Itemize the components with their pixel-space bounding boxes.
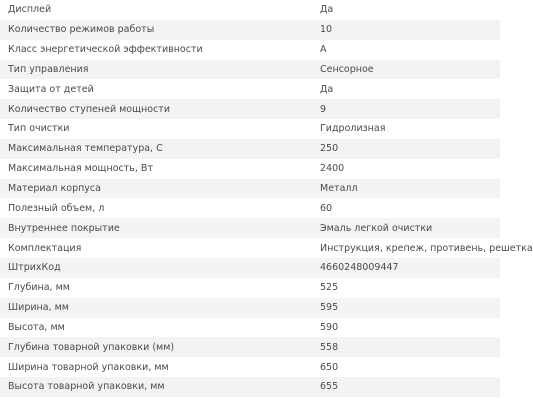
spec-row <box>0 258 500 278</box>
spec-name: ШтрихКод <box>0 258 318 278</box>
spec-name: Материал корпуса <box>0 179 318 199</box>
spec-value: Инструкция, крепеж, противень, решетка <box>320 242 533 254</box>
spec-name: Количество ступеней мощности <box>0 99 318 119</box>
spec-value: 60 <box>320 202 333 214</box>
spec-row <box>0 377 500 397</box>
spec-value: Металл <box>318 179 500 199</box>
spec-name: Глубина, мм <box>8 282 70 294</box>
spec-row <box>0 318 500 338</box>
spec-row <box>0 40 500 60</box>
spec-value: Сенсорное <box>318 60 500 80</box>
spec-value: 650 <box>320 361 339 373</box>
spec-value: Гидролизная <box>320 123 386 135</box>
spec-row <box>0 179 500 199</box>
spec-name: Максимальная температура, С <box>0 139 318 159</box>
spec-name: Класс энергетической эффективности <box>8 44 203 56</box>
spec-value: 655 <box>318 377 500 397</box>
spec-name: Тип управления <box>0 60 318 80</box>
spec-row <box>0 278 500 298</box>
spec-name: Дисплей <box>8 4 52 16</box>
spec-value: 558 <box>318 337 500 357</box>
spec-name: Тип очистки <box>8 123 70 135</box>
spec-row <box>0 20 500 40</box>
spec-name: Количество режимов работы <box>0 20 318 40</box>
spec-value: 525 <box>320 282 339 294</box>
spec-value: Эмаль легкой очистки <box>318 218 500 238</box>
spec-row <box>0 60 500 80</box>
spec-value: Да <box>320 4 334 16</box>
spec-row <box>0 218 500 238</box>
spec-value: 4660248009447 <box>318 258 500 278</box>
spec-value: Да <box>320 83 334 95</box>
spec-value: 10 <box>318 20 500 40</box>
spec-name: Высота товарной упаковки, мм <box>0 377 318 397</box>
spec-row <box>0 238 500 258</box>
spec-name: Ширина, мм <box>0 298 318 318</box>
spec-row <box>0 79 500 99</box>
spec-row <box>0 0 500 20</box>
spec-value: 2400 <box>320 163 345 175</box>
spec-value: A <box>320 44 327 56</box>
spec-name: Ширина товарной упаковки, мм <box>8 361 169 373</box>
spec-name: Комплектация <box>8 242 82 254</box>
spec-name: Защита от детей <box>8 83 94 95</box>
spec-name: Полезный объем, л <box>8 202 105 214</box>
spec-row <box>0 159 500 179</box>
spec-name: Высота, мм <box>8 321 65 333</box>
spec-row <box>0 298 500 318</box>
spec-row <box>0 357 500 377</box>
spec-value: 590 <box>320 321 339 333</box>
spec-row <box>0 198 500 218</box>
spec-row <box>0 99 500 119</box>
spec-row <box>0 337 500 357</box>
spec-value: 9 <box>318 99 500 119</box>
spec-name: Внутреннее покрытие <box>0 218 318 238</box>
spec-value: 250 <box>318 139 500 159</box>
spec-name: Глубина товарной упаковки (мм) <box>0 337 318 357</box>
spec-row <box>0 119 500 139</box>
spec-value: 595 <box>318 298 500 318</box>
spec-name: Максимальная мощность, Вт <box>8 163 153 175</box>
spec-row <box>0 139 500 159</box>
